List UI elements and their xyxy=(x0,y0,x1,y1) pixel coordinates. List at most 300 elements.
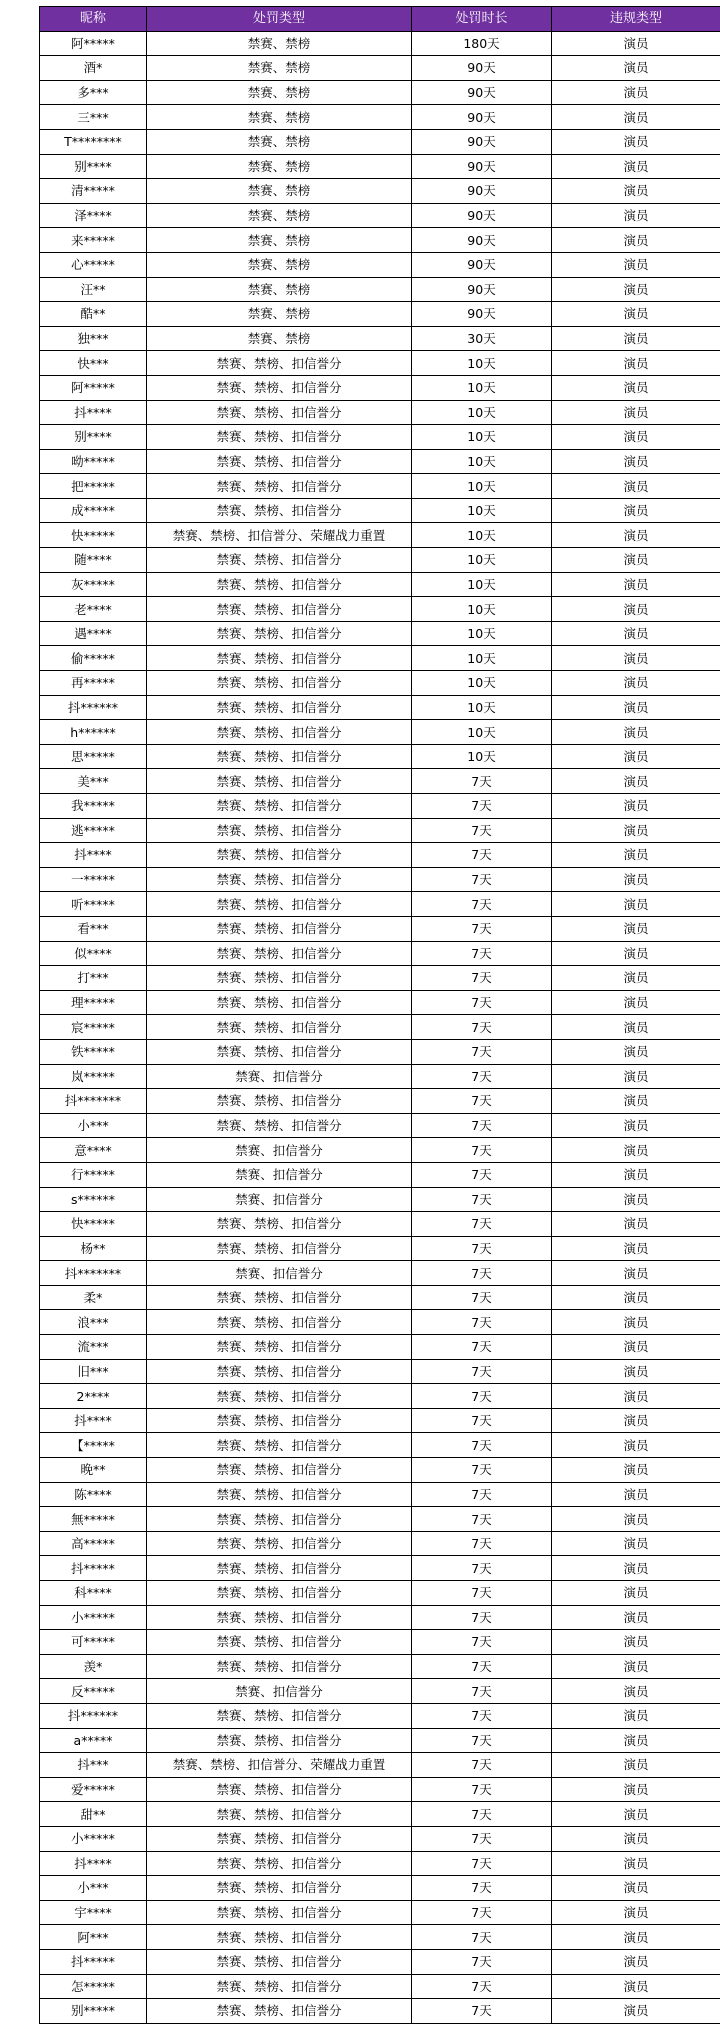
penalty-type-cell: 禁赛、禁榜、扣信誉分 xyxy=(147,990,412,1015)
table-row xyxy=(40,1999,720,2024)
violation-type-cell: 演员 xyxy=(552,203,720,228)
violation-type-cell: 演员 xyxy=(552,941,720,966)
table-row xyxy=(40,1310,720,1335)
penalty-type-cell: 禁赛、禁榜、扣信誉分 xyxy=(147,1876,412,1901)
table-row xyxy=(40,1113,720,1138)
nickname-cell: T******** xyxy=(40,129,147,154)
penalty-type-cell: 禁赛、禁榜、扣信誉分 xyxy=(147,498,412,523)
nickname-cell: 打*** xyxy=(40,966,147,991)
violation-type-cell: 演员 xyxy=(552,351,720,376)
violation-type-cell: 演员 xyxy=(552,1162,720,1187)
table-row xyxy=(40,597,720,622)
penalty-type-cell: 禁赛、禁榜、扣信誉分 xyxy=(147,941,412,966)
violation-type-cell: 演员 xyxy=(552,1654,720,1679)
nickname-cell: 怎***** xyxy=(40,1974,147,1999)
nickname-cell: 抖***** xyxy=(40,1556,147,1581)
table-row xyxy=(40,1802,720,1827)
violation-type-cell: 演员 xyxy=(552,1482,720,1507)
penalty-type-cell: 禁赛、禁榜 xyxy=(147,302,412,327)
penalty-type-cell: 禁赛、禁榜、扣信誉分 xyxy=(147,720,412,745)
penalty-duration-cell: 7天 xyxy=(412,867,552,892)
table-row xyxy=(40,1458,720,1483)
penalty-type-cell: 禁赛、禁榜、扣信誉分 xyxy=(147,1433,412,1458)
penalty-type-cell: 禁赛、禁榜、扣信誉分 xyxy=(147,769,412,794)
nickname-cell: 汪** xyxy=(40,277,147,302)
penalty-type-cell: 禁赛、禁榜、扣信誉分 xyxy=(147,1359,412,1384)
table-row xyxy=(40,1949,720,1974)
penalty-duration-cell: 7天 xyxy=(412,966,552,991)
penalty-duration-cell: 10天 xyxy=(412,621,552,646)
table-row xyxy=(40,916,720,941)
violation-type-cell: 演员 xyxy=(552,1777,720,1802)
nickname-cell: 泽**** xyxy=(40,203,147,228)
penalty-duration-cell: 10天 xyxy=(412,695,552,720)
table-row xyxy=(40,1212,720,1237)
penalty-type-cell: 禁赛、禁榜、扣信誉分 xyxy=(147,1335,412,1360)
penalty-type-cell: 禁赛、禁榜、扣信誉分 xyxy=(147,1777,412,1802)
penalty-duration-cell: 7天 xyxy=(412,1728,552,1753)
violation-type-cell: 演员 xyxy=(552,818,720,843)
penalty-type-cell: 禁赛、禁榜、扣信誉分 xyxy=(147,1826,412,1851)
nickname-cell: a***** xyxy=(40,1728,147,1753)
violation-type-cell: 演员 xyxy=(552,252,720,277)
table-row xyxy=(40,1433,720,1458)
penalty-duration-cell: 7天 xyxy=(412,1187,552,1212)
nickname-cell: 可***** xyxy=(40,1630,147,1655)
table-row xyxy=(40,794,720,819)
nickname-cell: 别**** xyxy=(40,425,147,450)
penalty-duration-cell: 7天 xyxy=(412,1753,552,1778)
table-row xyxy=(40,843,720,868)
table-row xyxy=(40,548,720,573)
nickname-cell: 無***** xyxy=(40,1507,147,1532)
nickname-cell: 流*** xyxy=(40,1335,147,1360)
nickname-cell: 我***** xyxy=(40,794,147,819)
penalty-type-cell: 禁赛、禁榜 xyxy=(147,80,412,105)
violation-type-cell: 演员 xyxy=(552,892,720,917)
nickname-cell: 抖****** xyxy=(40,1703,147,1728)
violation-type-cell: 演员 xyxy=(552,1900,720,1925)
violation-type-cell: 演员 xyxy=(552,1236,720,1261)
penalty-type-cell: 禁赛、禁榜、扣信誉分 xyxy=(147,1113,412,1138)
table-row xyxy=(40,1556,720,1581)
table-row xyxy=(40,1507,720,1532)
table-row xyxy=(40,400,720,425)
violation-type-cell: 演员 xyxy=(552,129,720,154)
penalty-type-cell: 禁赛、禁榜、扣信誉分、荣耀战力重置 xyxy=(147,1753,412,1778)
penalty-type-cell: 禁赛、禁榜、扣信誉分 xyxy=(147,1408,412,1433)
penalty-duration-cell: 7天 xyxy=(412,941,552,966)
table-row xyxy=(40,1089,720,1114)
penalty-type-cell: 禁赛、禁榜、扣信誉分 xyxy=(147,474,412,499)
table-row xyxy=(40,1581,720,1606)
violation-type-cell: 演员 xyxy=(552,572,720,597)
table-header xyxy=(40,7,720,32)
violation-type-cell: 演员 xyxy=(552,1113,720,1138)
table-row xyxy=(40,1335,720,1360)
table-row xyxy=(40,302,720,327)
nickname-cell: 晚** xyxy=(40,1458,147,1483)
table-row xyxy=(40,1851,720,1876)
penalty-type-cell: 禁赛、禁榜、扣信誉分 xyxy=(147,548,412,573)
table-row xyxy=(40,1728,720,1753)
penalty-type-cell: 禁赛、禁榜、扣信誉分 xyxy=(147,400,412,425)
violation-type-cell: 演员 xyxy=(552,1433,720,1458)
penalty-duration-cell: 7天 xyxy=(412,1876,552,1901)
penalty-duration-cell: 7天 xyxy=(412,1408,552,1433)
violation-type-cell: 演员 xyxy=(552,1703,720,1728)
violation-type-cell: 演员 xyxy=(552,498,720,523)
nickname-cell: 别***** xyxy=(40,1999,147,2024)
nickname-cell: 理***** xyxy=(40,990,147,1015)
penalty-duration-cell: 10天 xyxy=(412,720,552,745)
table-row xyxy=(40,1974,720,1999)
penalty-type-cell: 禁赛、扣信誉分 xyxy=(147,1679,412,1704)
table-row xyxy=(40,695,720,720)
violation-type-cell: 演员 xyxy=(552,1187,720,1212)
penalty-type-cell: 禁赛、禁榜、扣信誉分 xyxy=(147,1581,412,1606)
nickname-cell: 快***** xyxy=(40,1212,147,1237)
table-row xyxy=(40,449,720,474)
violation-type-cell: 演员 xyxy=(552,154,720,179)
violation-type-cell: 演员 xyxy=(552,916,720,941)
penalty-duration-cell: 90天 xyxy=(412,154,552,179)
violation-type-cell: 演员 xyxy=(552,1974,720,1999)
table-row xyxy=(40,1703,720,1728)
table-row xyxy=(40,1064,720,1089)
violation-type-cell: 演员 xyxy=(552,1285,720,1310)
violation-type-cell: 演员 xyxy=(552,31,720,56)
violation-type-cell: 演员 xyxy=(552,80,720,105)
table-row xyxy=(40,1826,720,1851)
table-row xyxy=(40,720,720,745)
penalty-type-cell: 禁赛、禁榜、扣信誉分 xyxy=(147,695,412,720)
violation-type-cell: 演员 xyxy=(552,523,720,548)
penalty-duration-cell: 7天 xyxy=(412,1949,552,1974)
nickname-cell: h****** xyxy=(40,720,147,745)
nickname-cell: 来***** xyxy=(40,228,147,253)
penalty-duration-cell: 90天 xyxy=(412,302,552,327)
table-row xyxy=(40,1876,720,1901)
nickname-cell: 快*** xyxy=(40,351,147,376)
table-row xyxy=(40,1039,720,1064)
penalty-duration-cell: 7天 xyxy=(412,1826,552,1851)
nickname-cell: 听***** xyxy=(40,892,147,917)
penalty-duration-cell: 7天 xyxy=(412,1285,552,1310)
penalty-type-cell: 禁赛、禁榜、扣信誉分 xyxy=(147,1925,412,1950)
penalty-type-cell: 禁赛、禁榜、扣信誉分 xyxy=(147,744,412,769)
violation-type-cell: 演员 xyxy=(552,1679,720,1704)
table-row xyxy=(40,1753,720,1778)
nickname-cell: 遇**** xyxy=(40,621,147,646)
penalty-duration-cell: 7天 xyxy=(412,1236,552,1261)
penalty-duration-cell: 7天 xyxy=(412,916,552,941)
table-row xyxy=(40,646,720,671)
nickname-cell: 清***** xyxy=(40,179,147,204)
nickname-cell: 逃***** xyxy=(40,818,147,843)
violation-type-cell: 演员 xyxy=(552,1826,720,1851)
table-row xyxy=(40,351,720,376)
penalty-duration-cell: 90天 xyxy=(412,228,552,253)
violation-type-cell: 演员 xyxy=(552,867,720,892)
penalty-type-cell: 禁赛、禁榜 xyxy=(147,252,412,277)
table-row xyxy=(40,1531,720,1556)
penalty-type-cell: 禁赛、禁榜、扣信誉分 xyxy=(147,1531,412,1556)
nickname-cell: 思***** xyxy=(40,744,147,769)
nickname-cell: 美*** xyxy=(40,769,147,794)
nickname-cell: 宇**** xyxy=(40,1900,147,1925)
penalty-duration-cell: 7天 xyxy=(412,1015,552,1040)
nickname-cell: 随**** xyxy=(40,548,147,573)
nickname-cell: 杨** xyxy=(40,1236,147,1261)
penalty-type-cell: 禁赛、禁榜 xyxy=(147,277,412,302)
penalty-type-cell: 禁赛、禁榜、扣信誉分 xyxy=(147,1851,412,1876)
penalty-type-cell: 禁赛、禁榜、扣信誉分 xyxy=(147,1654,412,1679)
nickname-cell: 小***** xyxy=(40,1605,147,1630)
violation-type-cell: 演员 xyxy=(552,1728,720,1753)
penalty-duration-cell: 7天 xyxy=(412,1458,552,1483)
penalty-type-cell: 禁赛、禁榜、扣信誉分 xyxy=(147,1630,412,1655)
nickname-cell: 柔* xyxy=(40,1285,147,1310)
table-row xyxy=(40,744,720,769)
violation-type-cell: 演员 xyxy=(552,474,720,499)
penalty-duration-cell: 10天 xyxy=(412,375,552,400)
table-row xyxy=(40,621,720,646)
table-row xyxy=(40,818,720,843)
header-nickname: 昵称 xyxy=(40,7,147,32)
nickname-cell: 岚***** xyxy=(40,1064,147,1089)
table-row xyxy=(40,941,720,966)
nickname-cell: 小*** xyxy=(40,1876,147,1901)
violation-type-cell: 演员 xyxy=(552,1630,720,1655)
penalty-type-cell: 禁赛、禁榜、扣信誉分 xyxy=(147,1310,412,1335)
table-row xyxy=(40,1015,720,1040)
violation-type-cell: 演员 xyxy=(552,1753,720,1778)
penalty-duration-cell: 7天 xyxy=(412,1064,552,1089)
violation-type-cell: 演员 xyxy=(552,1039,720,1064)
table-row xyxy=(40,31,720,56)
penalty-duration-cell: 7天 xyxy=(412,1851,552,1876)
table-row xyxy=(40,252,720,277)
nickname-cell: 铁***** xyxy=(40,1039,147,1064)
violation-type-cell: 演员 xyxy=(552,1384,720,1409)
table-row xyxy=(40,375,720,400)
penalty-duration-cell: 7天 xyxy=(412,1162,552,1187)
table-row xyxy=(40,1605,720,1630)
penalty-type-cell: 禁赛、禁榜 xyxy=(147,228,412,253)
penalty-type-cell: 禁赛、禁榜 xyxy=(147,129,412,154)
penalty-duration-cell: 7天 xyxy=(412,1138,552,1163)
violation-type-cell: 演员 xyxy=(552,1212,720,1237)
violation-type-cell: 演员 xyxy=(552,720,720,745)
penalty-duration-cell: 7天 xyxy=(412,1703,552,1728)
penalty-type-cell: 禁赛、禁榜、扣信誉分 xyxy=(147,1482,412,1507)
violation-type-cell: 演员 xyxy=(552,1925,720,1950)
nickname-cell: 浪*** xyxy=(40,1310,147,1335)
violation-type-cell: 演员 xyxy=(552,1531,720,1556)
table-row xyxy=(40,154,720,179)
violation-type-cell: 演员 xyxy=(552,621,720,646)
nickname-cell: 阿***** xyxy=(40,375,147,400)
penalty-duration-cell: 7天 xyxy=(412,1113,552,1138)
penalty-duration-cell: 7天 xyxy=(412,1581,552,1606)
table-row xyxy=(40,1359,720,1384)
penalty-type-cell: 禁赛、禁榜、扣信誉分 xyxy=(147,621,412,646)
table-row xyxy=(40,1482,720,1507)
penalty-duration-cell: 7天 xyxy=(412,1925,552,1950)
table-row xyxy=(40,671,720,696)
nickname-cell: 2**** xyxy=(40,1384,147,1409)
nickname-cell: 陈**** xyxy=(40,1482,147,1507)
violation-type-cell: 演员 xyxy=(552,1556,720,1581)
violation-type-cell: 演员 xyxy=(552,1015,720,1040)
penalty-duration-cell: 7天 xyxy=(412,1359,552,1384)
violation-type-cell: 演员 xyxy=(552,1876,720,1901)
penalty-type-cell: 禁赛、扣信誉分 xyxy=(147,1187,412,1212)
nickname-cell: 再***** xyxy=(40,671,147,696)
nickname-cell: s****** xyxy=(40,1187,147,1212)
nickname-cell: 看*** xyxy=(40,916,147,941)
nickname-cell: 抖*** xyxy=(40,1753,147,1778)
penalty-type-cell: 禁赛、禁榜、扣信誉分 xyxy=(147,425,412,450)
penalty-type-cell: 禁赛、禁榜、扣信誉分 xyxy=(147,646,412,671)
nickname-cell: 旧*** xyxy=(40,1359,147,1384)
nickname-cell: 独*** xyxy=(40,326,147,351)
violation-type-cell: 演员 xyxy=(552,1949,720,1974)
header-row xyxy=(40,7,720,32)
penalty-duration-cell: 7天 xyxy=(412,1335,552,1360)
penalty-duration-cell: 7天 xyxy=(412,990,552,1015)
penalty-duration-cell: 7天 xyxy=(412,843,552,868)
violation-type-cell: 演员 xyxy=(552,671,720,696)
violation-type-cell: 演员 xyxy=(552,449,720,474)
penalty-duration-cell: 7天 xyxy=(412,1531,552,1556)
violation-type-cell: 演员 xyxy=(552,1999,720,2024)
penalty-duration-cell: 10天 xyxy=(412,425,552,450)
nickname-cell: 似**** xyxy=(40,941,147,966)
table-row xyxy=(40,1261,720,1286)
table-row xyxy=(40,228,720,253)
violation-type-cell: 演员 xyxy=(552,1581,720,1606)
penalty-type-cell: 禁赛、扣信誉分 xyxy=(147,1162,412,1187)
penalty-duration-cell: 7天 xyxy=(412,769,552,794)
nickname-cell: 阿***** xyxy=(40,31,147,56)
penalty-duration-cell: 7天 xyxy=(412,1261,552,1286)
penalty-duration-cell: 10天 xyxy=(412,597,552,622)
penalty-duration-cell: 7天 xyxy=(412,1482,552,1507)
penalty-type-cell: 禁赛、禁榜、扣信誉分、荣耀战力重置 xyxy=(147,523,412,548)
nickname-cell: 抖****** xyxy=(40,695,147,720)
table-row xyxy=(40,1408,720,1433)
penalty-duration-cell: 10天 xyxy=(412,449,552,474)
penalty-type-cell: 禁赛、禁榜、扣信誉分 xyxy=(147,867,412,892)
violation-type-cell: 演员 xyxy=(552,1310,720,1335)
penalty-duration-cell: 7天 xyxy=(412,1310,552,1335)
nickname-cell: 抖**** xyxy=(40,843,147,868)
penalty-duration-cell: 10天 xyxy=(412,351,552,376)
nickname-cell: 反***** xyxy=(40,1679,147,1704)
penalty-type-cell: 禁赛、禁榜 xyxy=(147,154,412,179)
nickname-cell: 抖******* xyxy=(40,1089,147,1114)
penalty-type-cell: 禁赛、禁榜、扣信誉分 xyxy=(147,1900,412,1925)
violation-type-cell: 演员 xyxy=(552,1507,720,1532)
penalty-duration-cell: 7天 xyxy=(412,1212,552,1237)
violation-type-cell: 演员 xyxy=(552,966,720,991)
nickname-cell: 抖***** xyxy=(40,1949,147,1974)
header-penalty-type: 处罚类型 xyxy=(147,7,412,32)
penalty-type-cell: 禁赛、禁榜、扣信誉分 xyxy=(147,843,412,868)
penalty-type-cell: 禁赛、禁榜、扣信誉分 xyxy=(147,1384,412,1409)
table-row xyxy=(40,1654,720,1679)
penalty-type-cell: 禁赛、禁榜 xyxy=(147,105,412,130)
violation-type-cell: 演员 xyxy=(552,179,720,204)
violation-type-cell: 演员 xyxy=(552,228,720,253)
nickname-cell: 三*** xyxy=(40,105,147,130)
penalty-type-cell: 禁赛、禁榜、扣信誉分 xyxy=(147,818,412,843)
penalty-duration-cell: 7天 xyxy=(412,1999,552,2024)
penalty-duration-cell: 10天 xyxy=(412,548,552,573)
violation-type-cell: 演员 xyxy=(552,1261,720,1286)
penalty-duration-cell: 7天 xyxy=(412,794,552,819)
violation-type-cell: 演员 xyxy=(552,1064,720,1089)
table-row xyxy=(40,105,720,130)
table-row xyxy=(40,523,720,548)
violation-type-cell: 演员 xyxy=(552,794,720,819)
nickname-cell: 羡* xyxy=(40,1654,147,1679)
penalty-duration-cell: 10天 xyxy=(412,498,552,523)
table-row xyxy=(40,769,720,794)
table-row xyxy=(40,179,720,204)
penalty-duration-cell: 7天 xyxy=(412,1089,552,1114)
penalty-type-cell: 禁赛、禁榜、扣信誉分 xyxy=(147,1236,412,1261)
penalty-type-cell: 禁赛、扣信誉分 xyxy=(147,1138,412,1163)
nickname-cell: 灰***** xyxy=(40,572,147,597)
penalty-type-cell: 禁赛、禁榜、扣信誉分 xyxy=(147,1556,412,1581)
penalty-duration-cell: 7天 xyxy=(412,1039,552,1064)
penalty-duration-cell: 7天 xyxy=(412,1384,552,1409)
penalty-type-cell: 禁赛、禁榜 xyxy=(147,31,412,56)
penalty-duration-cell: 10天 xyxy=(412,400,552,425)
nickname-cell: 老**** xyxy=(40,597,147,622)
table-row xyxy=(40,572,720,597)
penalty-type-cell: 禁赛、禁榜、扣信誉分 xyxy=(147,1089,412,1114)
penalty-duration-cell: 7天 xyxy=(412,1654,552,1679)
nickname-cell: 抖**** xyxy=(40,1851,147,1876)
penalty-duration-cell: 7天 xyxy=(412,1974,552,1999)
violation-type-cell: 演员 xyxy=(552,769,720,794)
table-row xyxy=(40,1777,720,1802)
penalty-type-cell: 禁赛、禁榜、扣信誉分 xyxy=(147,351,412,376)
table-row xyxy=(40,498,720,523)
nickname-cell: 小*** xyxy=(40,1113,147,1138)
nickname-cell: 高***** xyxy=(40,1531,147,1556)
penalty-type-cell: 禁赛、禁榜、扣信誉分 xyxy=(147,671,412,696)
penalty-type-cell: 禁赛、禁榜、扣信誉分 xyxy=(147,375,412,400)
violation-type-cell: 演员 xyxy=(552,425,720,450)
violation-type-cell: 演员 xyxy=(552,1089,720,1114)
penalty-duration-cell: 90天 xyxy=(412,105,552,130)
penalty-type-cell: 禁赛、禁榜 xyxy=(147,203,412,228)
penalty-duration-cell: 7天 xyxy=(412,818,552,843)
violation-type-cell: 演员 xyxy=(552,1802,720,1827)
penalty-duration-cell: 90天 xyxy=(412,203,552,228)
penalty-type-cell: 禁赛、禁榜、扣信誉分 xyxy=(147,1285,412,1310)
header-violation-type: 违规类型 xyxy=(552,7,720,32)
nickname-cell: 别**** xyxy=(40,154,147,179)
table-row xyxy=(40,1187,720,1212)
penalty-type-cell: 禁赛、禁榜、扣信誉分 xyxy=(147,1999,412,2024)
penalty-type-cell: 禁赛、禁榜、扣信誉分 xyxy=(147,572,412,597)
